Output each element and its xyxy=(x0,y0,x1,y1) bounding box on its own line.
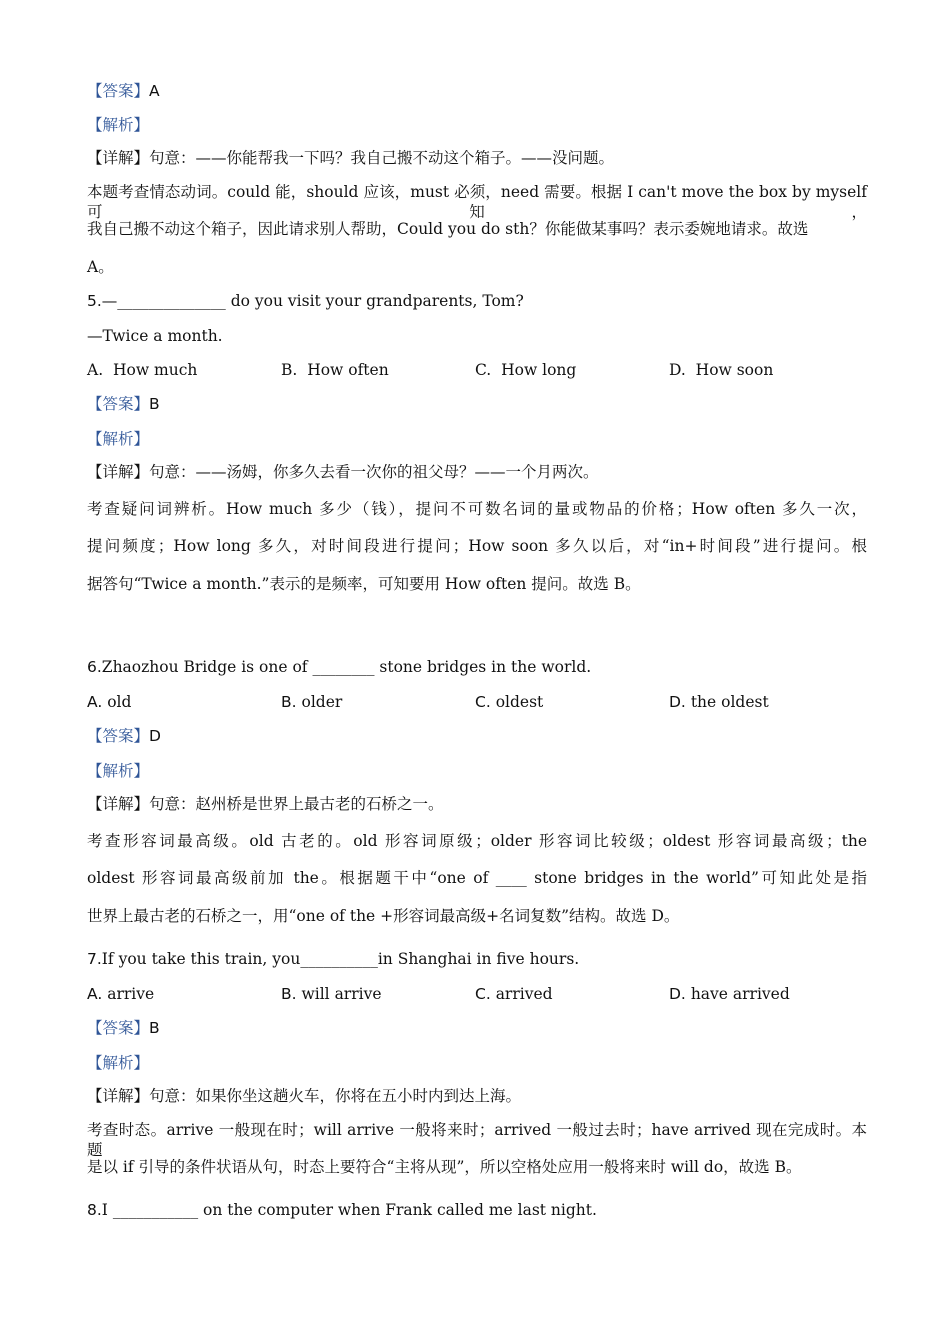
analysis-tag-7: 【解析】 xyxy=(87,1054,150,1072)
answer-line-7: 【答案】B xyxy=(87,1019,160,1037)
option-d: D. have arrived xyxy=(669,985,790,1003)
question-5-reply: —Twice a month. xyxy=(87,327,223,345)
explanation-4-line-1: 本题考查情态动词。could 能，should 应该，must 必须，need 需要。根据 I can't move the box by myself 可知， xyxy=(87,183,867,221)
explanation-5-line-2: 提问频度；How long 多久，对时间段进行提问；How soon 多久以后，对“in+时间段”进行提问。根 xyxy=(87,537,867,555)
explanation-6-line-1: 考查形容词最高级。old 古老的。old 形容词原级；older 形容词比较级；oldest 形容词最高级；the xyxy=(87,832,867,850)
detail-line-6: 【详解】句意：赵州桥是世界上最古老的石桥之一。 xyxy=(87,795,444,813)
question-number: 5. xyxy=(87,292,102,310)
question-8-stem: 8.I ___________ on the computer when Frank called me last night. xyxy=(87,1201,597,1219)
detail-line-4: 【详解】句意：——你能帮我一下吗？我自己搬不动这个箱子。——没问题。 xyxy=(87,149,615,167)
explanation-4-line-2: 我自己搬不动这个箱子，因此请求别人帮助，Could you do sth？你能做某事吗？表示委婉地请求。故选 xyxy=(87,220,809,238)
option-a: A. How much xyxy=(87,361,198,379)
question-7-stem: 7.If you take this train, you__________in Shanghai in five hours. xyxy=(87,950,580,968)
option-b: B. older xyxy=(281,693,343,711)
answer-line-5: 【答案】B xyxy=(87,395,160,413)
answer-value: A xyxy=(149,82,160,100)
analysis-tag-4: 【解析】 xyxy=(87,116,150,134)
option-b: B. How often xyxy=(281,361,389,379)
option-c: C. arrived xyxy=(475,985,553,1003)
explanation-5-line-3: 据答句“Twice a month.”表示的是频率，可知要用 How often 提问。故选 B。 xyxy=(87,575,641,593)
explanation-5-line-1: 考查疑问词辨析。How much 多少（钱），提问不可数名词的量或物品的价格；How often 多久一次， xyxy=(87,500,867,518)
option-d: D. the oldest xyxy=(669,693,769,711)
question-5-stem: 5.—______________ do you visit your grandparents, Tom? xyxy=(87,292,524,310)
option-c: C. How long xyxy=(475,361,577,379)
explanation-7-line-1: 考查时态。arrive 一般现在时；will arrive 一般将来时；arrived 一般过去时；have arrived 现在完成时。本题 xyxy=(87,1121,867,1159)
option-a: A. old xyxy=(87,693,132,711)
option-a: A. arrive xyxy=(87,985,155,1003)
explanation-6-line-3: 世界上最古老的石桥之一，用“one of the +形容词最高级+名词复数”结构。故选 D。 xyxy=(87,907,680,925)
option-b: B. will arrive xyxy=(281,985,382,1003)
detail-line-5: 【详解】句意：——汤姆，你多久去看一次你的祖父母？——一个月两次。 xyxy=(87,463,599,481)
option-c: C. oldest xyxy=(475,693,544,711)
detail-line-7: 【详解】句意：如果你坐这趟火车，你将在五小时内到达上海。 xyxy=(87,1087,522,1105)
answer-tag: 【答案】 xyxy=(87,82,150,100)
option-d: D. How soon xyxy=(669,361,774,379)
explanation-4-line-3: A。 xyxy=(87,258,114,276)
explanation-6-line-2: oldest 形容词最高级前加 the。根据题干中“one of ____ stone bridges in the world”可知此处是指 xyxy=(87,869,867,887)
explanation-7-line-2: 是以 if 引导的条件状语从句，时态上要符合“主将从现”，所以空格处应用一般将来时 will do，故选 B。 xyxy=(87,1158,802,1176)
analysis-tag-6: 【解析】 xyxy=(87,762,150,780)
answer-line-4 xyxy=(87,81,160,101)
analysis-tag-5: 【解析】 xyxy=(87,430,150,448)
question-6-stem: 6.Zhaozhou Bridge is one of ________ stone bridges in the world. xyxy=(87,658,592,676)
answer-line-6: 【答案】D xyxy=(87,727,161,745)
